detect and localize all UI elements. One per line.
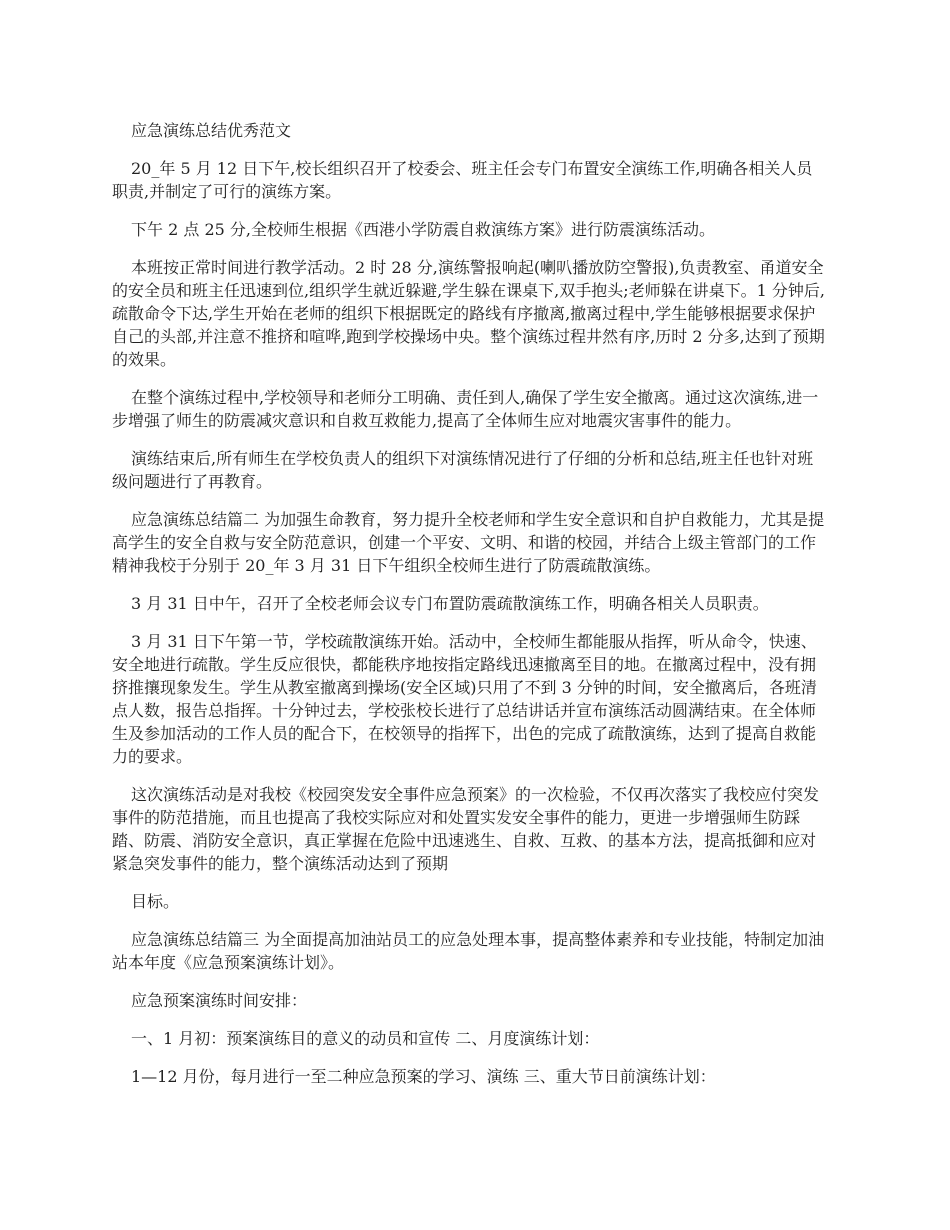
paragraph: 3 月 31 日中午，召开了全校老师会议专门布置防震疏散演练工作，明确各相关人员职责。: [131, 594, 769, 613]
paragraph: 演练结束后,所有师生在学校负责人的组织下对演练情况进行了仔细的分析和总结,班主任也针对班级问题进行了再教育。: [112, 449, 814, 491]
document-title: 应急演练总结优秀范文: [131, 121, 292, 140]
paragraph: 应急预案演练时间安排：: [131, 991, 308, 1010]
paragraph: 目标。: [131, 892, 180, 911]
paragraph: 3 月 31 日下午第一节，学校疏散演练开始。活动中，全校师生都能服从指挥，听从命令，快速、安全地进行疏散。学生反应很快，都能秩序地按指定路线迅速撤离至目的地。在撤离过程中，没有拥挤推攘现象发生。学生从教室撤离到操场(安全区域)只用了不到 3 分钟的时间，安全撤离后，各班清点人数，报告总指挥。十分钟过去，学校张校长进行了总结讲话并宣布演练活动圆满结束。在全体师生及参加活动的工作人员的配合下，在校领导的指挥下，出色的完成了疏散演练，达到了提高自救能力的要求。: [112, 632, 817, 766]
paragraph: 1—12 月份，每月进行一至二种应急预案的学习、演练 三、重大节日前演练计划：: [131, 1067, 716, 1086]
paragraph: 应急演练总结篇二 为加强生命教育，努力提升全校老师和学生安全意识和自护自救能力，尤其是提高学生的安全自救与安全防范意识，创建一个平安、文明、和谐的校园，并结合上级主管部门的工作精神我校于分别于 20_年 3 月 31 日下午组织全校师生进行了防震疏散演练。: [112, 510, 825, 575]
paragraph: 这次演练活动是对我校《校园突发安全事件应急预案》的一次检验，不仅再次落实了我校应付突发事件的防范措施，而且也提高了我校实际应对和处置实发安全事件的能力，更进一步增强师生防踩踏、防震、消防安全意识，真正掌握在危险中迅速逃生、自救、互救、的基本方法，提高抵御和应对紧急突发事件的能力，整个演练活动达到了预期: [112, 785, 820, 873]
paragraph: 20_年 5 月 12 日下午,校长组织召开了校委会、班主任会专门布置安全演练工作,明确各相关人员职责,并制定了可行的演练方案。: [112, 159, 813, 201]
paragraph: 下午 2 点 25 分,全校师生根据《西港小学防震自救演练方案》进行防震演练活动。: [131, 220, 715, 239]
paragraph: 在整个演练过程中,学校领导和老师分工明确、责任到人,确保了学生安全撤离。通过这次演练,进一步增强了师生的防震减灾意识和自救互救能力,提高了全体师生应对地震灾害事件的能力。: [112, 388, 819, 430]
paragraph: 一、1 月初：预案演练目的意义的动员和宣传 二、月度演练计划：: [131, 1029, 600, 1048]
paragraph: 应急演练总结篇三 为全面提高加油站员工的应急处理本事，提高整体素养和专业技能，特制定加油站本年度《应急预案演练计划》。: [112, 930, 825, 972]
paragraph: 本班按正常时间进行教学活动。2 时 28 分,演练警报响起(喇叭播放防空警报),负责教室、甬道安全的安全员和班主任迅速到位,组织学生就近躲避,学生躲在课桌下,双手抱头;老师躲在讲桌下。1 分钟后,疏散命令下达,学生开始在老师的组织下根据既定的路线有序撤离,撤离过程中,学生能够根据要求保护自己的头部,并注意不推挤和喧哗,跑到学校操场中央。整个演练过程井然有序,历时 2 分多,达到了预期的效果。: [112, 258, 826, 369]
